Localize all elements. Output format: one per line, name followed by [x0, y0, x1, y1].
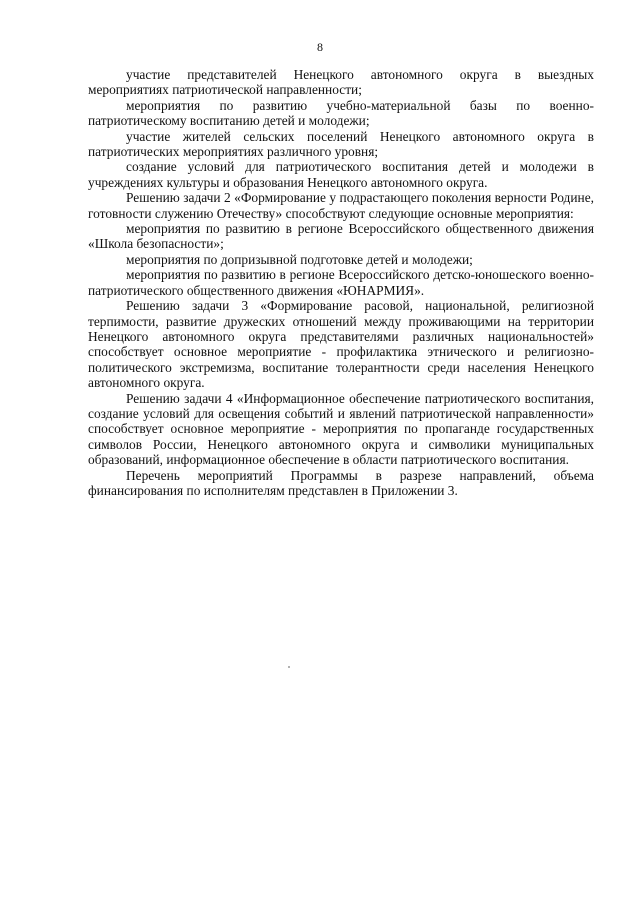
- paragraph-yunarmiya: мероприятия по развитию в регионе Всероссийского детско-юношеского военно-патриотического общественного движения «ЮНАРМИЯ».: [88, 267, 594, 298]
- paragraph-participation-trips: участие представителей Ненецкого автономного округа в выездных мероприятиях патриотической направленности;: [88, 67, 594, 98]
- paragraph-task-3: Решению задачи 3 «Формирование расовой, национальной, религиозной терпимости, развитие дружеских отношений между проживающими на территории Ненецкого автономного округа представителями различных национальностей» способствует основное мероприятие - профилактика этнического и религиозно-политического экстремизма, воспитание толерантности среди населения Ненецкого автономного округа.: [88, 298, 594, 391]
- paragraph-safety-school: мероприятия по развитию в регионе Всероссийского общественного движения «Школа безопасности»;: [88, 221, 594, 252]
- paragraph-appendix-reference: Перечень мероприятий Программы в разрезе направлений, объема финансирования по исполнителям представлен в Приложении 3.: [88, 467, 594, 498]
- scan-artifact-dot: [288, 666, 290, 668]
- page-number: 8: [317, 40, 323, 54]
- paragraph-culture-conditions: создание условий для патриотического воспитания детей и молодежи в учреждениях культуры и образования Ненецкого автономного округа.: [88, 159, 594, 190]
- paragraph-material-base: мероприятия по развитию учебно-материальной базы по военно-патриотическому воспитанию детей и молодежи;: [88, 97, 594, 129]
- paragraph-task-2: Решению задачи 2 «Формирование у подрастающего поколения верности Родине, готовности служению Отечеству» способствуют следующие основные мероприятия:: [88, 190, 594, 221]
- paragraph-task-4: Решению задачи 4 «Информационное обеспечение патриотического воспитания, создание условий для освещения событий и явлений патриотической направленности» способствует основное мероприятие - мероприятия по пропаганде государственных символов России, Ненецкого автономного округа и символики муниципальных образований, информационное обеспечение в области патриотического воспитания.: [88, 390, 594, 468]
- paragraph-pre-conscription: мероприятия по допризывной подготовке детей и молодежи;: [126, 251, 473, 267]
- paragraph-rural-participation: участие жителей сельских поселений Ненецкого автономного округа в патриотических мероприятиях различного уровня;: [88, 128, 594, 160]
- document-body: [88, 67, 594, 498]
